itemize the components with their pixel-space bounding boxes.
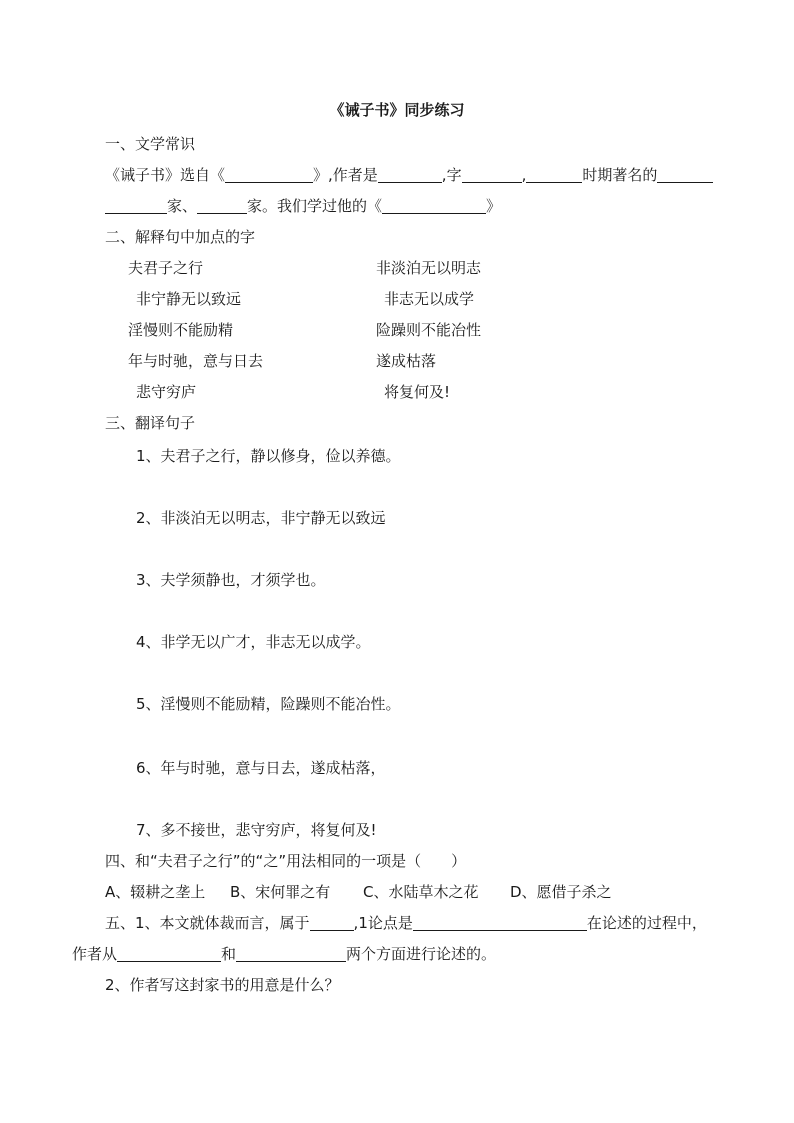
text-segment: 家。我们学过他的《	[247, 197, 383, 215]
section-4-question: 四、和“夫君子之行”的“之”用法相同的一项是（ ）	[105, 852, 467, 870]
phrase-item: 险躁则不能冶性	[376, 321, 482, 339]
text-segment: ,1论点是	[353, 914, 413, 932]
phrase-item: 将复何及!	[384, 383, 451, 401]
text-segment: 》	[486, 197, 502, 215]
translation-item: 5、淫慢则不能励精，险躁则不能冶性。	[136, 695, 401, 713]
text-segment: ,	[521, 166, 527, 184]
blank-role-2[interactable]	[105, 197, 167, 214]
section-1-line-2	[105, 196, 501, 216]
blank-other-work[interactable]	[382, 197, 486, 214]
section-1-heading: 一、文学常识	[105, 135, 196, 153]
phrase-item: 非宁静无以致远	[136, 290, 242, 308]
choice-option[interactable]: B、宋何罪之有	[230, 883, 331, 901]
translation-item: 3、夫学须静也，才须学也。	[136, 571, 326, 589]
blank-role-3[interactable]	[197, 197, 247, 214]
section-2-heading: 二、解释句中加点的字	[105, 228, 256, 246]
translation-item: 2、非淡泊无以明志，非宁静无以致远	[136, 509, 386, 527]
translation-item: 4、非学无以广才，非志无以成学。	[136, 633, 371, 651]
text-segment: 作者从	[72, 945, 118, 963]
phrase-item: 非淡泊无以明志	[376, 259, 482, 277]
section-5-question-2: 2、作者写这封家书的用意是什么？	[105, 976, 340, 994]
blank-role-1[interactable]	[657, 166, 713, 183]
phrase-item: 年与时驰，意与日去	[128, 352, 264, 370]
phrase-item: 淫慢则不能励精	[128, 321, 234, 339]
choice-option[interactable]: C、水陆草木之花	[363, 883, 479, 901]
text-segment: 家、	[167, 197, 198, 215]
section-3-heading: 三、翻译句子	[105, 414, 196, 432]
translation-item: 7、多不接世，悲守穷庐，将复何及!	[136, 821, 377, 839]
text-segment: 和	[221, 945, 237, 963]
text-segment: 》,作者是	[313, 166, 378, 184]
phrase-item: 悲守穷庐	[136, 383, 197, 401]
choice-option[interactable]: A、辍耕之垄上	[105, 883, 206, 901]
blank-aspect-1[interactable]	[117, 945, 221, 962]
text-segment: 在论述的过程中，	[586, 914, 707, 932]
text-segment: 时期著名的	[582, 166, 658, 184]
phrase-item: 遂成枯落	[376, 352, 437, 370]
blank-era[interactable]	[526, 166, 582, 183]
translation-item: 6、年与时驰，意与日去，遂成枯落，	[136, 759, 386, 777]
phrase-item: 夫君子之行	[128, 259, 204, 277]
text-segment: ,字	[441, 166, 462, 184]
phrase-item: 非志无以成学	[384, 290, 475, 308]
blank-source-book[interactable]	[225, 166, 313, 183]
text-segment: 《诫子书》选自《	[105, 166, 226, 184]
section-1-line-1	[105, 165, 713, 185]
blank-thesis[interactable]	[413, 914, 587, 931]
translation-item: 1、夫君子之行，静以修身，俭以养德。	[136, 447, 401, 465]
choice-option[interactable]: D、愿借子杀之	[510, 883, 612, 901]
section-5-line-1	[105, 913, 707, 933]
section-5-line-2	[72, 944, 496, 964]
text-segment: 五、1、本文就体裁而言，属于	[105, 914, 310, 932]
blank-courtesy-name[interactable]	[462, 166, 522, 183]
blank-genre[interactable]	[310, 914, 354, 931]
blank-author[interactable]	[378, 166, 442, 183]
text-segment: 两个方面进行论述的。	[346, 945, 497, 963]
blank-aspect-2[interactable]	[236, 945, 346, 962]
page-title: 《诫子书》同步练习	[329, 101, 465, 119]
